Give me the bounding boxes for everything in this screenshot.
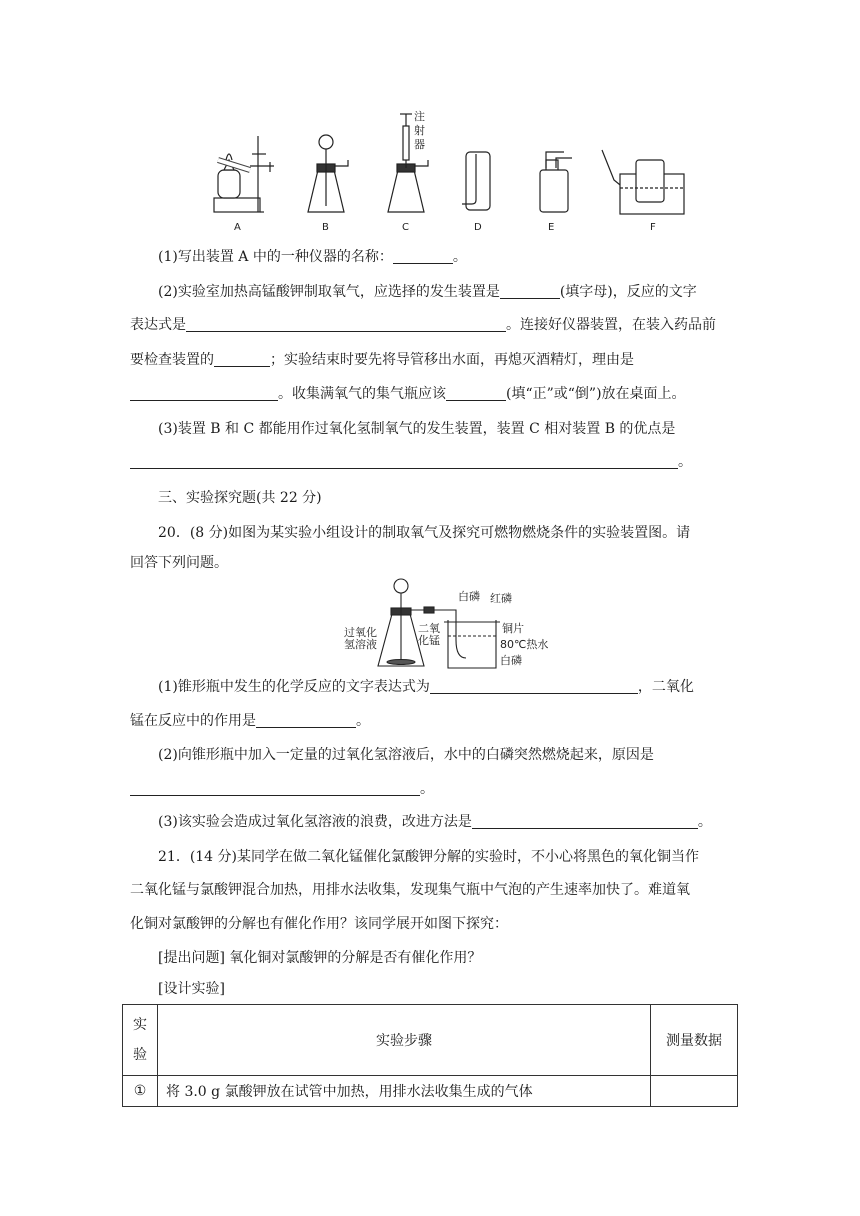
- syringe-label-1: 注: [414, 110, 425, 123]
- answer-blank[interactable]: [130, 384, 278, 401]
- row-step: 将 3.0 g 氯酸钾放在试管中加热，用排水法收集生成的气体: [158, 1076, 651, 1107]
- label-white-phosphorus-bottom: 白磷: [500, 654, 522, 667]
- apparatus-figure: [200, 108, 700, 236]
- syringe-label-2: 射: [414, 124, 425, 137]
- section3-heading: 三、实验探究题(共 22 分): [158, 490, 322, 506]
- answer-blank[interactable]: [130, 452, 678, 469]
- q21-line1: 21．(14 分)某同学在做二氧化锰催化氯酸钾分解的实验时，不小心将黑色的氧化铜当作: [158, 849, 700, 865]
- answer-blank[interactable]: [214, 350, 270, 367]
- label-F: F: [650, 222, 656, 233]
- label-B: B: [322, 222, 329, 233]
- label-red-phosphorus: 红磷: [490, 592, 512, 605]
- label-A: A: [234, 222, 241, 233]
- answer-blank[interactable]: [393, 247, 453, 264]
- row-experiment-number: ①: [123, 1076, 158, 1107]
- row-data-cell[interactable]: [651, 1076, 738, 1107]
- q21-line2: 二氧化锰与氯酸钾混合加热，用排水法收集，发现集气瓶中气泡的产生速率加快了。难道氧: [130, 882, 690, 898]
- header-data: 测量数据: [651, 1005, 738, 1076]
- q21-question: [提出问题] 氧化铜对氯酸钾的分解是否有催化作用？: [158, 950, 482, 966]
- label-white-phosphorus-top: 白磷: [458, 590, 480, 603]
- header-experiment: 实 验: [123, 1005, 158, 1076]
- answer-blank[interactable]: [500, 282, 560, 299]
- answer-blank[interactable]: [186, 315, 506, 332]
- answer-blank[interactable]: [130, 779, 420, 796]
- q19-part2-line3: 要检查装置的 ；实验结束时要先将导管移出水面，再熄灭酒精灯，理由是: [130, 352, 634, 368]
- q20-intro-line2: 回答下列问题。: [130, 555, 228, 571]
- label-hot-water: 80℃热水: [500, 638, 549, 651]
- answer-blank[interactable]: [446, 384, 506, 401]
- label-h2o2-2: 氢溶液: [344, 638, 377, 651]
- q20-part2-line1: (2)向锥形瓶中加入一定量的过氧化氢溶液后，水中的白磷突然燃烧起来，原因是: [158, 747, 654, 763]
- answer-blank[interactable]: [472, 812, 698, 829]
- label-D: D: [474, 222, 482, 233]
- label-C: C: [402, 222, 409, 233]
- q20-part1-line1: (1)锥形瓶中发生的化学反应的文字表达式为 ，二氧化: [158, 679, 694, 695]
- q19-part2-line4: 。收集满氧气的集气瓶应该 (填“正”或“倒”)放在桌面上。: [130, 383, 730, 405]
- q19-part2-line1: (2)实验室加热高锰酸钾制取氧气，应选择的发生装置是 (填字母)，反应的文字: [158, 284, 697, 300]
- label-h2o2-1: 过氧化: [344, 626, 377, 639]
- syringe-label-3: 器: [414, 138, 425, 151]
- q20-part3: (3)该实验会造成过氧化氢溶液的浪费，改进方法是 。: [158, 814, 712, 830]
- answer-blank[interactable]: [430, 677, 638, 694]
- header-steps: 实验步骤: [158, 1005, 651, 1076]
- combustion-apparatus-figure: [340, 574, 560, 674]
- q21-line3: 化铜对氯酸钾的分解也有催化作用？该同学展开如图下探究：: [130, 916, 508, 932]
- q19-part2-line2: 表达式是 。连接好仪器装置，在装入药品前: [130, 317, 716, 333]
- answer-blank[interactable]: [256, 711, 356, 728]
- q20-intro-line1: 20．(8 分)如图为某实验小组设计的制取氧气及探究可燃物燃烧条件的实验装置图。请: [158, 525, 691, 541]
- label-mno2-1: 二氧: [418, 622, 440, 635]
- q20-part1-line2: 锰在反应中的作用是 。: [130, 713, 370, 729]
- table-row: [123, 1076, 738, 1107]
- q19-part3-line2: 。: [130, 451, 730, 473]
- q20-part2-line2: 。: [130, 778, 730, 800]
- q19-part1: (1)写出装置 A 中的一种仪器的名称： 。: [158, 249, 467, 265]
- q21-design: [设计实验]: [158, 981, 225, 997]
- q19-part3-line1: (3)装置 B 和 C 都能用作过氧化氢制氧气的发生装置，装置 C 相对装置 B 的优点是: [158, 421, 676, 437]
- table-header-row: [123, 1005, 738, 1076]
- experiment-table: [122, 1004, 738, 1107]
- label-E: E: [548, 222, 555, 233]
- label-mno2-2: 化锰: [418, 634, 440, 647]
- label-copper-sheet: 铜片: [502, 622, 524, 635]
